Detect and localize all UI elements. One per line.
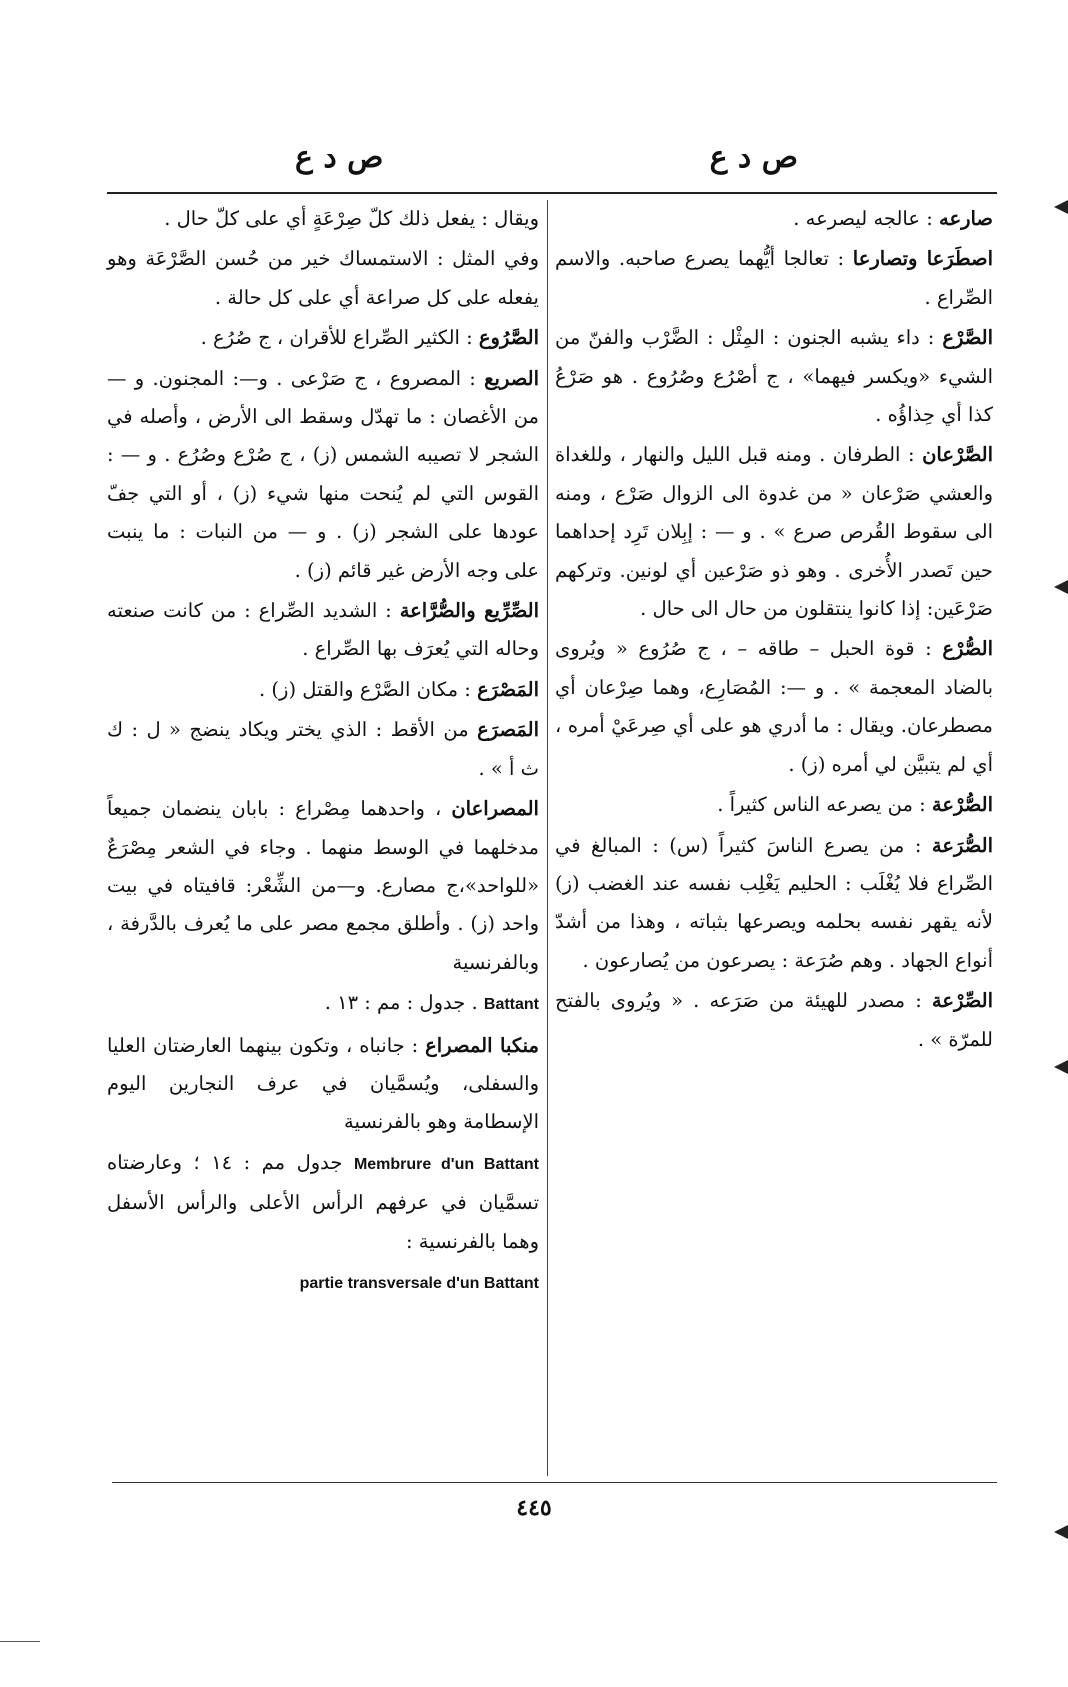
entry-headword: المَصْرَع (477, 677, 539, 701)
entry-headword: الصَّرْع (942, 326, 993, 350)
entry-headword: الصُّرَعة (931, 833, 994, 857)
entry-definition: : الكثير الصِّراع للأقران ، ج صُرُع . (200, 326, 473, 350)
entry-definition: ويقال : يفعل ذلك كلّ صِرْعَةٍ أي على كلّ حال . (164, 207, 539, 230)
french-term: partie transversale d'un Battant (299, 1274, 539, 1292)
scan-edge-line (0, 1641, 40, 1642)
entry-definition: : جانباه ، وتكون بينهما العارضتان العليا والسفلى، ويُسمَّيان في عرف النجارين اليوم الإسطامة وهو بالفرنسية (107, 1033, 539, 1134)
entry-definition: جدول مم : ١٤ ؛ وعارضتاه تسمَّيان في عرفهم الرأس الأعلى والرأس الأسفل وهما بالفرنسية : (107, 1150, 539, 1253)
dictionary-entry (555, 200, 993, 238)
right-column (555, 200, 993, 1061)
french-term: Membrure d'un Battant (353, 1155, 539, 1173)
dictionary-entry (107, 1027, 539, 1142)
running-headword-left: ص د ع (295, 140, 384, 175)
entry-headword: الصَّرْعان (922, 443, 993, 467)
entry-definition: : تعالجا أيُّهما يصرع صاحبه. والاسم الصِّراع . (555, 247, 993, 309)
dictionary-entry (107, 711, 539, 788)
dictionary-entry (555, 982, 993, 1059)
column-divider (547, 200, 548, 1476)
entry-definition: : من يصرع الناسَ كثيراً (س) : المبالغ في الصِّراع فلا يُغْلَب : الحليم يَغْلِب نفسه عند الغضب (ز) لأنه يقهر نفسه بحلمه ويصرعها بثباته ، وهذا من أشدّ أنواع الجهاد . وهم صُرَعة : يصرعون من يُصارعون . (555, 833, 993, 972)
entry-definition: : مصدر للهيئة من صَرَعه . « ويُروى بالفتح للمرّة » . (555, 989, 993, 1051)
entry-definition: ، واحدهما مِصْراع : بابان ينضمان جميعاً مدخلهما في الوسط منهما . وجاء في الشعر مِصْرَعٌ «للواحد»،ج مصارع. و—من الشِّعْر: قافيتاه في بيت واحد (ز) . وأطلق مجمع مصر على ما يُعرف بالدَّرفة ، وبالفرنسية (107, 797, 539, 974)
dictionary-entry (107, 319, 539, 357)
french-term: Battant (483, 996, 539, 1014)
page-header (0, 140, 1068, 190)
dictionary-entry (107, 200, 539, 238)
margin-marker (1054, 580, 1068, 594)
entry-definition: : من يصرعه الناس كثيراً . (717, 793, 926, 817)
entry-definition: من الأقط : الذي يختر ويكاد ينضج « ل : ك ث أ » . (107, 718, 539, 780)
dictionary-entry (107, 790, 539, 982)
header-rule (107, 192, 997, 194)
dictionary-entry (107, 1144, 539, 1261)
entry-definition: : الشديد الصِّراع : من كانت صنعته وحاله التي يُعرَف بها الصِّراع . (107, 599, 539, 661)
dictionary-entry (555, 827, 993, 981)
entry-headword: اصطَرَعا وتصارعا (852, 247, 994, 271)
entry-headword: الصُّرْع (942, 637, 993, 661)
entry-definition: : داء يشبه الجنون : المِثْل : الضَّرْب والفنّ من الشيء «ويكسر فيهما» ، ج أصْرُع وصُرُوع . هو صَرْعُ كذا أي حِذاؤُه . (555, 326, 993, 427)
entry-headword: منكبا المصراع (425, 1033, 539, 1057)
dictionary-entry (107, 240, 539, 317)
entry-definition: : قوة الحبل – طاقه – ، ج صُرُوع « ويُروى بالضاد المعجمة » . و —: المُصَارِع، وهما صِرْعان أي مصطرعان. ويقال : ما أدري هو على أي صِرعَيْ أمره ، أي لم يتبيَّن لي أمره (ز) . (555, 637, 993, 776)
entry-definition: وفي المثل : الاستمساك خير من حُسن الصَّرْعَة وهو يفعله على كل صراعة أي على كل حالة . (107, 247, 539, 309)
margin-marker (1054, 1060, 1068, 1074)
dictionary-entry (107, 984, 539, 1024)
entry-headword: صارعه (938, 207, 993, 230)
dictionary-entry (555, 630, 993, 784)
page-number: ٤٤٥ (516, 1495, 552, 1521)
footer-rule (112, 1482, 997, 1483)
dictionary-entry (107, 671, 539, 709)
dictionary-entry (555, 319, 993, 434)
dictionary-entry (107, 360, 539, 590)
dictionary-entry (555, 436, 993, 628)
entry-definition: : مكان الصَّرْع والقتل (ز) . (259, 677, 471, 701)
dictionary-entry (555, 240, 993, 317)
dictionary-entry (555, 786, 993, 824)
entry-definition: : عالجه ليصرعه . (793, 207, 933, 230)
running-headword-right: ص د ع (709, 140, 798, 175)
margin-marker (1054, 200, 1068, 214)
entry-definition: : الطرفان . ومنه قبل الليل والنهار ، وللغداة والعشي صَرْعان « من غدوة الى الزوال صَرْع ، ومنه الى سقوط القُرص صرع » . و — : إبِلان تَرِد إحداهما حين تَصدر الأُخرى . وهو ذو صَرْعين أي لونين. وتركهم صَرْعَين: إذا كانوا ينتقلون من حال الى حال . (555, 443, 993, 621)
entry-headword: الصِّرْعة (931, 989, 993, 1013)
left-column (107, 200, 539, 1305)
entry-definition: : المصروع ، ج صَرْعى . و—: المجنون. و — من الأغصان : ما تهدّل وسقط الى الأرض ، وأصله في الشجر لا تصيبه الشمس (ز) ، ج صُرْع وصُرُع . و — : القوس التي لم يُنحت منها شيء (ز) ، أو التي جفّ عودها على الشجر (ز) . و — من النبات : ما ينبت على وجه الأرض غير قائم (ز) . (107, 366, 539, 582)
entry-headword: المصراعان (451, 797, 539, 821)
entry-headword: الصُّرْعة (931, 793, 993, 817)
dictionary-entry (107, 592, 539, 669)
entry-headword: الصَّرُوع (478, 326, 539, 350)
entry-headword: المَصرَع (477, 718, 539, 742)
entry-headword: الصريع (484, 366, 539, 390)
dictionary-entry (107, 1263, 539, 1303)
margin-marker (1054, 1525, 1068, 1539)
entry-definition: . جدول : مم : ١٣ . (324, 991, 478, 1015)
entry-headword: الصِّرِّيع والصُّرَّاعة (399, 599, 539, 623)
